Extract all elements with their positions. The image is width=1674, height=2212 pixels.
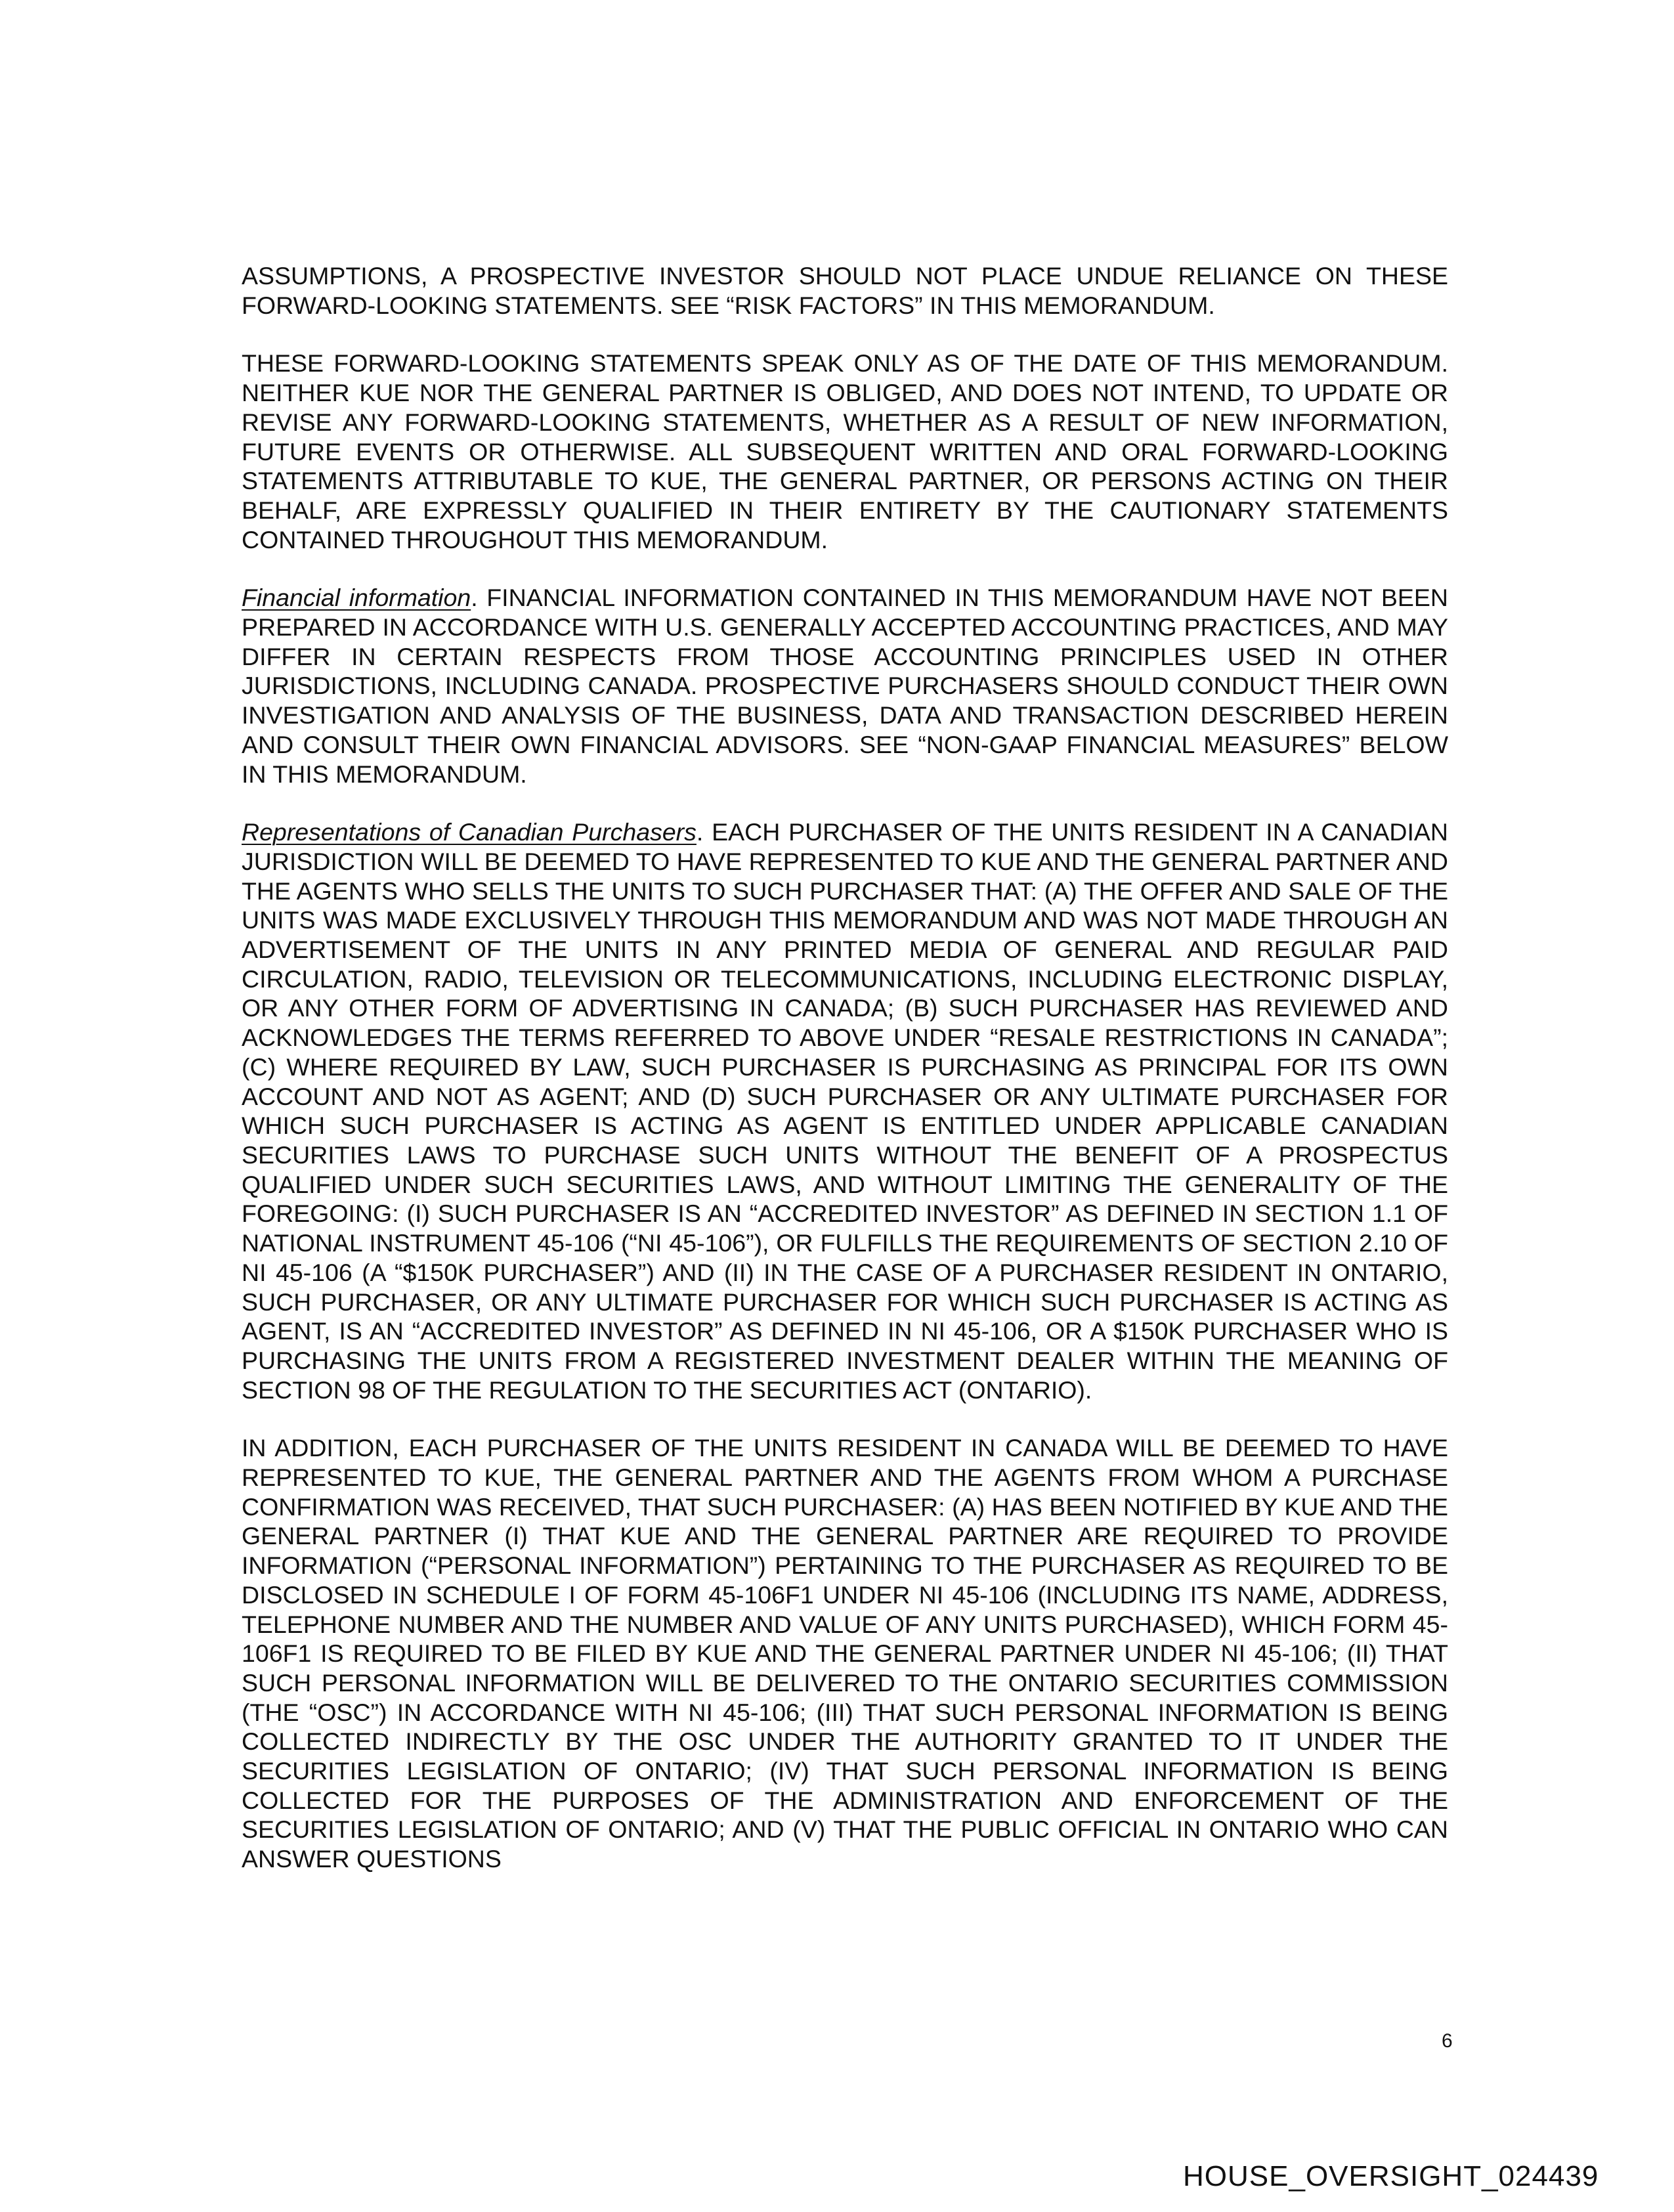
paragraph-lead-heading: Financial information	[242, 584, 471, 612]
paragraph-personal-information	[242, 1433, 1448, 1874]
paragraph-text: ASSUMPTIONS, A PROSPECTIVE INVESTOR SHOULD NOT PLACE UNDUE RELIANCE ON THESE FORWARD-LOOKING STATEMENTS. SEE “RISK FACTORS” IN THIS MEMORANDUM.	[242, 262, 1448, 319]
page-body	[242, 261, 1448, 1874]
paragraph-lead-heading: Representations of Canadian Purchasers	[242, 818, 697, 846]
page-number: 6	[1442, 2030, 1453, 2052]
paragraph-canadian-purchasers	[242, 817, 1448, 1404]
paragraph-forward-looking-date	[242, 349, 1448, 554]
paragraph-text: . FINANCIAL INFORMATION CONTAINED IN THIS MEMORANDUM HAVE NOT BEEN PREPARED IN ACCORDANCE WITH U.S. GENERALLY ACCEPTED ACCOUNTING PRACTICES, AND MAY DIFFER IN CERTAIN RESPECTS FROM THOSE ACCOUNTING PRINCIPLES USED IN OTHER JURISDICTIONS, INCLUDING CANADA. PROSPECTIVE PURCHASERS SHOULD CONDUCT THEIR OWN INVESTIGATION AND ANALYSIS OF THE BUSINESS, DATA AND TRANSACTION DESCRIBED HEREIN AND CONSULT THEIR OWN FINANCIAL ADVISORS. SEE “NON-GAAP FINANCIAL MEASURES” BELOW IN THIS MEMORANDUM.	[242, 584, 1449, 788]
bates-stamp: HOUSE_OVERSIGHT_024439	[1183, 2160, 1599, 2192]
paragraph-financial-information	[242, 583, 1448, 789]
paragraph-text: IN ADDITION, EACH PURCHASER OF THE UNITS RESIDENT IN CANADA WILL BE DEEMED TO HAVE REPRESENTED TO KUE, THE GENERAL PARTNER AND THE AGENTS FROM WHOM A PURCHASE CONFIRMATION WAS RECEIVED, THAT SUCH PURCHASER: (A) HAS BEEN NOTIFIED BY KUE AND THE GENERAL PARTNER (I) THAT KUE AND THE GENERAL PARTNER ARE REQUIRED TO PROVIDE INFORMATION (“PERSONAL INFORMATION”) PERTAINING TO THE PURCHASER AS REQUIRED TO BE DISCLOSED IN SCHEDULE I OF FORM 45-106F1 UNDER NI 45-106 (INCLUDING ITS NAME, ADDRESS, TELEPHONE NUMBER AND THE NUMBER AND VALUE OF ANY UNITS PURCHASED), WHICH FORM 45-106F1 IS REQUIRED TO BE FILED BY KUE AND THE GENERAL PARTNER UNDER NI 45-106; (II) THAT SUCH PERSONAL INFORMATION WILL BE DELIVERED TO THE ONTARIO SECURITIES COMMISSION (THE “OSC”) IN ACCORDANCE WITH NI 45-106; (III) THAT SUCH PERSONAL INFORMATION IS BEING COLLECTED INDIRECTLY BY THE OSC UNDER THE AUTHORITY GRANTED TO IT UNDER THE SECURITIES LEGISLATION OF ONTARIO; (IV) THAT SUCH PERSONAL INFORMATION IS BEING COLLECTED FOR THE PURPOSES OF THE ADMINISTRATION AND ENFORCEMENT OF THE SECURITIES LEGISLATION OF ONTARIO; AND (V) THAT THE PUBLIC OFFICIAL IN ONTARIO WHO CAN ANSWER QUESTIONS	[242, 1434, 1448, 1873]
paragraph-forward-looking-reliance	[242, 261, 1448, 320]
paragraph-text: THESE FORWARD-LOOKING STATEMENTS SPEAK ONLY AS OF THE DATE OF THIS MEMORANDUM. NEITHER KUE NOR THE GENERAL PARTNER IS OBLIGED, AND DOES NOT INTEND, TO UPDATE OR REVISE ANY FORWARD-LOOKING STATEMENTS, WHETHER AS A RESULT OF NEW INFORMATION, FUTURE EVENTS OR OTHERWISE. ALL SUBSEQUENT WRITTEN AND ORAL FORWARD-LOOKING STATEMENTS ATTRIBUTABLE TO KUE, THE GENERAL PARTNER, OR PERSONS ACTING ON THEIR BEHALF, ARE EXPRESSLY QUALIFIED IN THEIR ENTIRETY BY THE CAUTIONARY STATEMENTS CONTAINED THROUGHOUT THIS MEMORANDUM.	[242, 349, 1448, 553]
paragraph-text: . EACH PURCHASER OF THE UNITS RESIDENT IN A CANADIAN JURISDICTION WILL BE DEEMED TO HAVE REPRESENTED TO KUE AND THE GENERAL PARTNER AND THE AGENTS WHO SELLS THE UNITS TO SUCH PURCHASER THAT: (A) THE OFFER AND SALE OF THE UNITS WAS MADE EXCLUSIVELY THROUGH THIS MEMORANDUM AND WAS NOT MADE THROUGH AN ADVERTISEMENT OF THE UNITS IN ANY PRINTED MEDIA OF GENERAL AND REGULAR PAID CIRCULATION, RADIO, TELEVISION OR TELECOMMUNICATIONS, INCLUDING ELECTRONIC DISPLAY, OR ANY OTHER FORM OF ADVERTISING IN CANADA; (B) SUCH PURCHASER HAS REVIEWED AND ACKNOWLEDGES THE TERMS REFERRED TO ABOVE UNDER “RESALE RESTRICTIONS IN CANADA”; (C) WHERE REQUIRED BY LAW, SUCH PURCHASER IS PURCHASING AS PRINCIPAL FOR ITS OWN ACCOUNT AND NOT AS AGENT; AND (D) SUCH PURCHASER OR ANY ULTIMATE PURCHASER FOR WHICH SUCH PURCHASER IS ACTING AS AGENT IS ENTITLED UNDER APPLICABLE CANADIAN SECURITIES LAWS TO PURCHASE SUCH UNITS WITHOUT THE BENEFIT OF A PROSPECTUS QUALIFIED UNDER SUCH SECURITIES LAWS, AND WITHOUT LIMITING THE GENERALITY OF THE FOREGOING: (I) SUCH PURCHASER IS AN “ACCREDITED INVESTOR” AS DEFINED IN SECTION 1.1 OF NATIONAL INSTRUMENT 45-106 (“NI 45-106”), OR FULFILLS THE REQUIREMENTS OF SECTION 2.10 OF NI 45-106 (A “$150K PURCHASER”) AND (II) IN THE CASE OF A PURCHASER RESIDENT IN ONTARIO, SUCH PURCHASER, OR ANY ULTIMATE PURCHASER FOR WHICH SUCH PURCHASER IS ACTING AS AGENT, IS AN “ACCREDITED INVESTOR” AS DEFINED IN NI 45-106, OR A $150K PURCHASER WHO IS PURCHASING THE UNITS FROM A REGISTERED INVESTMENT DEALER WITHIN THE MEANING OF SECTION 98 OF THE REGULATION TO THE SECURITIES ACT (ONTARIO).	[242, 818, 1449, 1404]
